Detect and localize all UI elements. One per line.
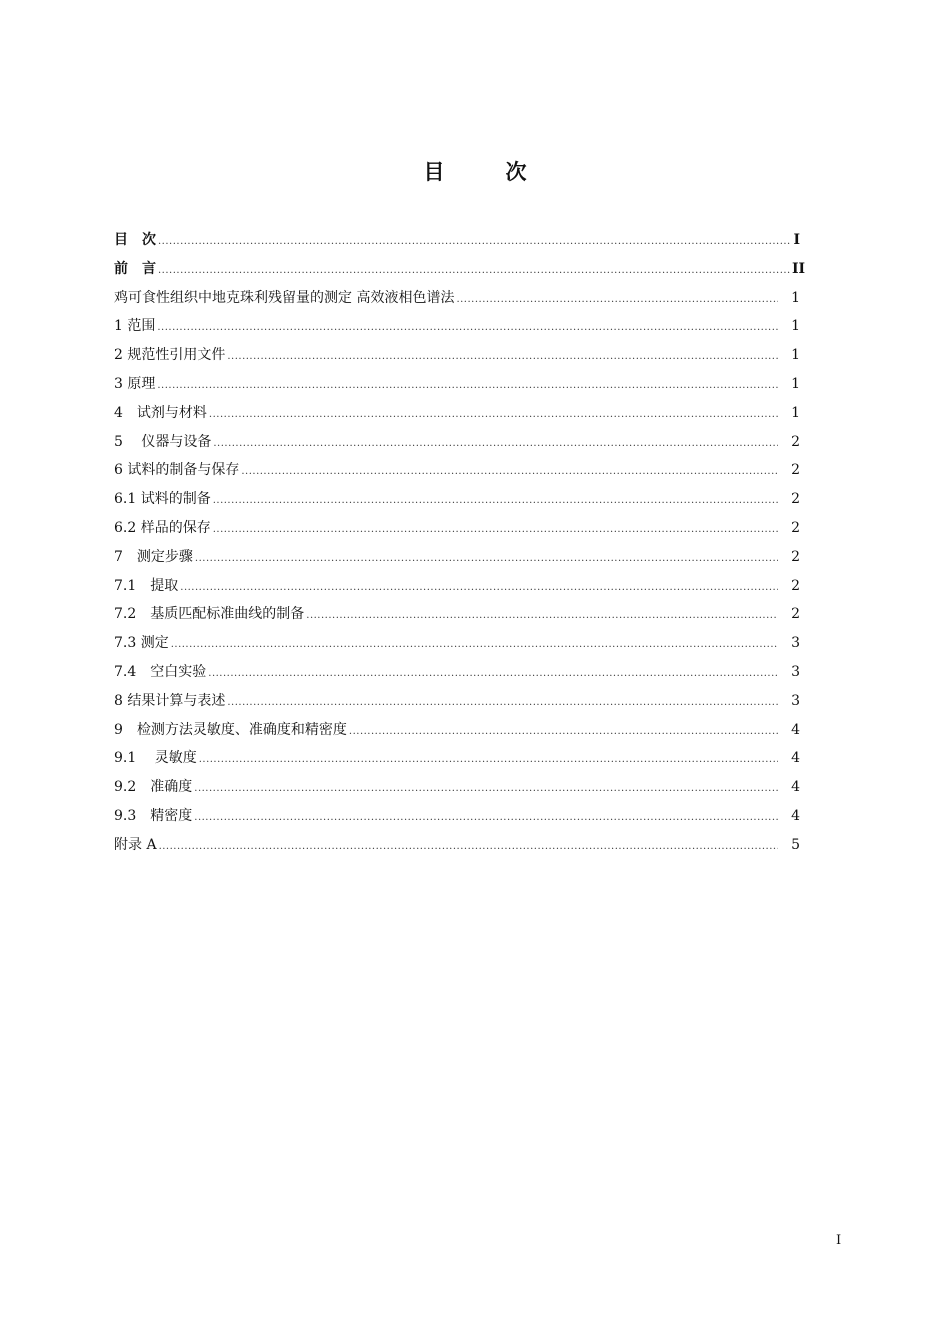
toc-entry-page: 1 — [791, 318, 800, 335]
toc-dot-leader — [158, 236, 790, 247]
toc-entry-page: 5 — [791, 836, 800, 853]
toc-entry[interactable] — [114, 546, 800, 575]
toc-entry-label: 5 仪器与设备 — [114, 433, 212, 450]
toc-entry[interactable] — [114, 287, 800, 316]
toc-entry-page: 3 — [791, 635, 800, 652]
toc-entry[interactable] — [114, 805, 800, 834]
toc-entry[interactable] — [114, 834, 800, 863]
toc-entry-label: 7.2 基质匹配标准曲线的制备 — [114, 606, 305, 623]
toc-entry[interactable] — [114, 776, 800, 805]
toc-entry-page: 3 — [791, 663, 800, 680]
toc-entry-label: 8 结果计算与表述 — [114, 692, 226, 709]
toc-entry[interactable] — [114, 661, 800, 690]
toc-entry[interactable] — [114, 517, 800, 546]
toc-entry[interactable] — [114, 315, 800, 344]
toc-entry[interactable] — [114, 459, 800, 488]
toc-dot-leader — [159, 841, 778, 852]
toc-entry-page: I — [793, 232, 800, 248]
toc-entry[interactable] — [114, 258, 806, 287]
toc-entry-label: 9 检测方法灵敏度、准确度和精密度 — [114, 721, 347, 738]
toc-dot-leader — [171, 639, 778, 650]
toc-dot-leader — [213, 524, 778, 535]
toc-entry-label: 6.1 试料的制备 — [114, 491, 211, 508]
toc-dot-leader — [194, 812, 778, 823]
toc-entry-label: 9.1 灵敏度 — [114, 750, 197, 767]
toc-entry[interactable] — [114, 575, 800, 604]
toc-entry-page: 3 — [791, 692, 800, 709]
toc-entry[interactable] — [114, 488, 800, 517]
toc-entry-page: 1 — [791, 289, 800, 306]
toc-dot-leader — [180, 582, 778, 593]
page-number: I — [836, 1233, 842, 1248]
toc-entry-label: 7 测定步骤 — [114, 548, 193, 565]
toc-dot-leader — [158, 265, 790, 276]
toc-entry-label: 9.2 准确度 — [114, 779, 193, 796]
toc-entry-page: 1 — [791, 347, 800, 364]
toc-entry-label: 7.4 空白实验 — [114, 663, 207, 680]
toc-entry[interactable] — [114, 373, 800, 402]
toc-dot-leader — [157, 322, 778, 333]
toc-dot-leader — [349, 726, 778, 737]
toc-entry-label: 6 试料的制备与保存 — [114, 462, 240, 479]
toc-entry[interactable] — [114, 719, 800, 748]
toc-entry-page: 2 — [791, 548, 800, 565]
toc-entry-page: 4 — [791, 750, 800, 767]
toc-entry-page: 2 — [791, 433, 800, 450]
toc-entry[interactable] — [114, 431, 800, 460]
toc-entry-page: 1 — [791, 375, 800, 392]
toc-dot-leader — [227, 351, 778, 362]
toc-entry-page: 4 — [791, 807, 800, 824]
toc-dot-leader — [199, 754, 778, 765]
toc-dot-leader — [195, 553, 778, 564]
toc-entry-label: 附录 A — [114, 836, 157, 853]
toc-dot-leader — [456, 294, 778, 305]
toc-entry[interactable] — [114, 402, 800, 431]
toc-entry[interactable] — [114, 603, 800, 632]
toc-entry-label: 3 原理 — [114, 375, 156, 392]
toc-entry-label: 目 次 — [114, 232, 156, 248]
toc-entry-page: 2 — [791, 491, 800, 508]
toc-entry[interactable] — [114, 229, 800, 258]
toc-entry[interactable] — [114, 344, 800, 373]
toc-entry-page: 1 — [791, 404, 800, 421]
toc-entry-label: 前 言 — [114, 260, 156, 277]
toc-dot-leader — [208, 668, 778, 679]
toc-dot-leader — [213, 495, 778, 506]
toc-entry-label: 4 试剂与材料 — [114, 404, 207, 421]
toc-entry-label: 7.3 测定 — [114, 635, 169, 652]
toc-entry-page: 4 — [791, 779, 800, 796]
toc-entry-label: 1 范围 — [114, 318, 156, 335]
toc-dot-leader — [306, 610, 778, 621]
toc-entry-page: 4 — [791, 721, 800, 738]
toc-entry[interactable] — [114, 632, 800, 661]
toc-entry-label: 鸡可食性组织中地克珠利残留量的测定 高效液相色谱法 — [114, 289, 455, 306]
toc-entry[interactable] — [114, 690, 800, 719]
toc-dot-leader — [209, 409, 778, 420]
toc-entry-page: 2 — [791, 606, 800, 623]
toc-entry-page: II — [792, 260, 806, 277]
toc-dot-leader — [241, 466, 778, 477]
toc-dot-leader — [157, 380, 778, 391]
toc-entry-page: 2 — [791, 462, 800, 479]
toc-entry-label: 9.3 精密度 — [114, 807, 193, 824]
toc-dot-leader — [194, 783, 778, 794]
toc-entry-label: 2 规范性引用文件 — [114, 347, 226, 364]
toc-entry[interactable] — [114, 747, 800, 776]
toc-entry-page: 2 — [791, 577, 800, 594]
toc-dot-leader — [227, 697, 778, 708]
toc-entry-label: 7.1 提取 — [114, 577, 179, 594]
table-of-contents — [114, 229, 806, 863]
page-title: 目 次 — [423, 160, 547, 184]
toc-entry-page: 2 — [791, 519, 800, 536]
toc-dot-leader — [213, 438, 778, 449]
toc-entry-label: 6.2 样品的保存 — [114, 519, 211, 536]
